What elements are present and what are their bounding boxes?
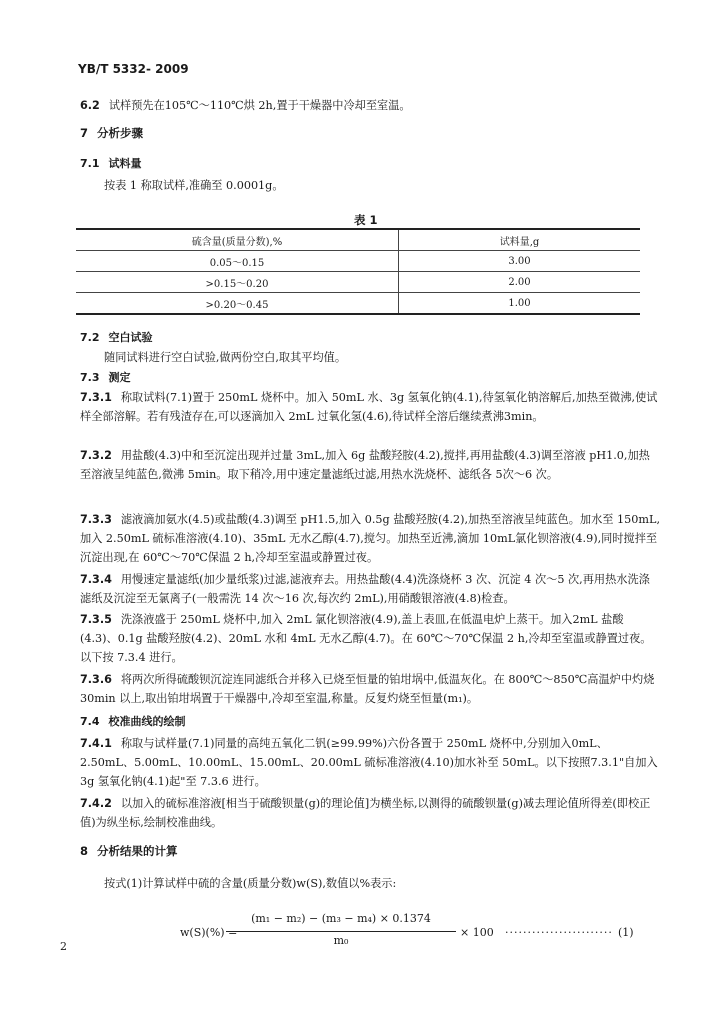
equation-number: (1) [618, 926, 634, 939]
formula-numerator: (m₁ − m₂) − (m₃ − m₄) × 0.1374 [251, 912, 431, 925]
sample-mass-table [76, 228, 640, 315]
heading-number: 7.3 [80, 371, 100, 384]
clause-text: 将两次所得硫酸钡沉淀连同滤纸合并移入已烧至恒量的铂坩埚中,低温灰化。在 800℃～850℃高温炉中灼烧 30min 以上,取出铂坩埚置于干燥器中,冷却至室温,称量。反复灼烧至恒量(m₁)。 [80, 673, 655, 705]
table-cell: 3.00 [399, 251, 641, 272]
table-row [76, 272, 640, 293]
table-caption: 表 1 [354, 213, 378, 227]
heading-8 [80, 842, 660, 861]
formula-multiplier: × 100 [460, 926, 494, 939]
clause-text: 试样预先在105℃～110℃烘 2h,置于干燥器中冷却至室温。 [108, 99, 411, 112]
heading-7 [80, 124, 660, 143]
clause-7-3-4 [80, 570, 660, 608]
table-cell: 1.00 [399, 293, 641, 315]
heading-title: 空白试验 [108, 331, 153, 344]
table-row [76, 293, 640, 315]
header-sample-mass: 试料量,g [399, 229, 641, 251]
formula-leader-dots: ························ [505, 926, 613, 939]
clause-text: 滤液滴加氨水(4.5)或盐酸(4.3)调至 pH1.5,加入 0.5g 盐酸羟胺(4.2),加热至溶液呈纯蓝色。加水至 150mL,加入 2.50mL 硫标准溶液(4.10)、35mL 无水乙醇(4.7),搅匀。加热至近沸,滴加 10mL氯化钡溶液(4.9),同时搅拌至沉淀出现,在 60℃～70℃保温 2 h,冷却至室温或静置过夜。 [80, 513, 660, 564]
clause-7-3-2 [80, 446, 660, 484]
clause-7-3-3 [80, 510, 660, 567]
clause-number: 7.3.4 [80, 573, 112, 586]
clause-7-3-5 [80, 610, 660, 667]
heading-title: 校准曲线的绘制 [108, 715, 186, 728]
heading-number: 7 [80, 126, 89, 140]
table-cell: 2.00 [399, 272, 641, 293]
heading-7-3 [80, 368, 660, 387]
heading-title: 分析结果的计算 [97, 844, 178, 858]
clause-text: 洗涤液盛于 250mL 烧杯中,加入 2mL 氯化钡溶液(4.9),盖上表皿,在低温电炉上蒸干。加入2mL 盐酸(4.3)、0.1g 盐酸羟胺(4.2)、20mL 水和 4mL 无水乙醇(4.7)。在 60℃～70℃保温 2 h,冷却至室温或静置过夜。以下按 7.3.4 进行。 [80, 613, 652, 664]
heading-title: 测定 [108, 371, 131, 384]
formula-lhs: w(S)(%) = [180, 926, 238, 939]
clause-number: 6.2 [80, 99, 100, 112]
table-cell: >0.15～0.20 [76, 272, 399, 293]
heading-title: 试料量 [108, 157, 142, 170]
clause-number: 7.4.1 [80, 737, 112, 750]
header-sulfur-content: 硫含量(质量分数),% [76, 229, 399, 251]
table-cell: 0.05～0.15 [76, 251, 399, 272]
heading-7-2 [80, 328, 660, 347]
page-number: 2 [60, 940, 67, 953]
clause-number: 7.3.3 [80, 513, 112, 526]
clause-number: 7.3.5 [80, 613, 112, 626]
formula-1 [180, 912, 650, 956]
clause-7-4-1 [80, 734, 660, 791]
standard-number: YB/T 5332- 2009 [78, 62, 189, 76]
clause-text: 称取与试样量(7.1)同量的高纯五氧化二钒(≥99.99%)六份各置于 250mL 烧杯中,分别加入0mL、2.50mL、5.00mL、10.00mL、15.00mL、20.00mL 硫标准溶液(4.10)加水补至 50mL。以下按照7.3.1"自加入 3g 氢氧化钠(4.1)起"至 7.3.6 进行。 [80, 737, 658, 788]
heading-number: 7.2 [80, 331, 100, 344]
table-cell: >0.20～0.45 [76, 293, 399, 315]
table-row [76, 251, 640, 272]
clause-7-2-text: 随同试料进行空白试验,做两份空白,取其平均值。 [104, 351, 347, 364]
clause-number: 7.3.2 [80, 449, 112, 462]
clause-number: 7.4.2 [80, 797, 112, 810]
formula-denominator: m₀ [333, 934, 349, 947]
clause-6-2 [80, 96, 660, 115]
clause-text: 以加入的硫标准溶液[相当于硫酸钡量(g)的理论值]为横坐标,以测得的硫酸钡量(g)减去理论值所得差(即校正值)为纵坐标,绘制校准曲线。 [80, 797, 651, 829]
table-header-row [76, 229, 640, 251]
clause-number: 7.3.6 [80, 673, 112, 686]
heading-title: 分析步骤 [97, 126, 144, 140]
fraction-bar [226, 931, 456, 932]
heading-number: 7.1 [80, 157, 100, 170]
clause-text: 用慢速定量滤纸(加少量纸浆)过滤,滤液弃去。用热盐酸(4.4)洗涤烧杯 3 次、沉淀 4 次～5 次,再用热水洗涤滤纸及沉淀至无氯离子(一般需洗 14 次～16 次,每次约 2mL),用硝酸银溶液(4.8)检查。 [80, 573, 650, 605]
heading-number: 7.4 [80, 715, 100, 728]
clause-8-text: 按式(1)计算试样中硫的含量(质量分数)w(S),数值以%表示: [104, 877, 397, 890]
heading-number: 8 [80, 844, 89, 858]
clause-7-3-6 [80, 670, 660, 708]
heading-7-4 [80, 712, 660, 731]
clause-7-4-2 [80, 794, 660, 832]
clause-number: 7.3.1 [80, 391, 112, 404]
heading-7-1 [80, 154, 660, 173]
clause-text: 称取试料(7.1)置于 250mL 烧杯中。加入 50mL 水、3g 氢氧化钠(4.1),待氢氧化钠溶解后,加热至微沸,使试样全部溶解。若有残渣存在,可以逐滴加入 2mL 过氧化氢(4.6),待试样全溶后继续煮沸3min。 [80, 391, 658, 423]
clause-text: 用盐酸(4.3)中和至沉淀出现并过量 3mL,加入 6g 盐酸羟胺(4.2),搅拌,再用盐酸(4.3)调至溶液 pH1.0,加热至溶液呈纯蓝色,微沸 5min。取下稍冷,用中速定量滤纸过滤,用热水洗烧杯、滤纸各 5次～6 次。 [80, 449, 650, 481]
clause-7-3-1 [80, 388, 660, 426]
clause-7-1-text: 按表 1 称取试样,准确至 0.0001g。 [104, 179, 284, 192]
